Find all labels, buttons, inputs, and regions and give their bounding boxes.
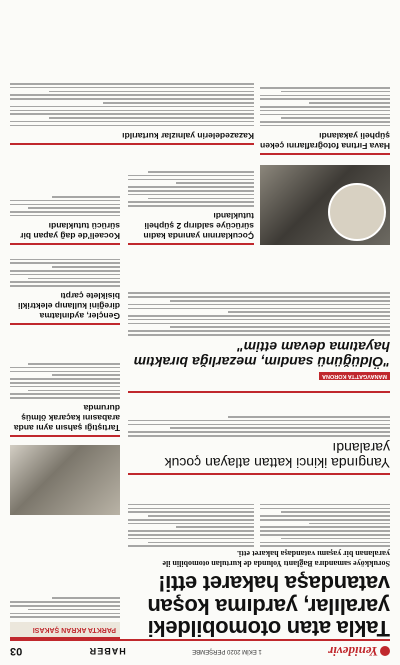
story-1-headline: Yangında ikinci kattan atlayan çocuk yaralandı <box>164 440 390 471</box>
story-5 <box>10 83 254 145</box>
story-1 <box>128 416 390 475</box>
story-7-headline: Hava Fırtına fotoğraflarını çeken şüpheli yakalandı <box>260 131 390 151</box>
story-2-headline: "Öldüğünü sandım, mezarlığa bıraktım hayatıma devam ettim" <box>133 339 390 370</box>
lead-story <box>128 549 390 640</box>
brand-logo <box>328 643 390 659</box>
story-4 <box>10 363 120 437</box>
brand-icon <box>380 646 390 656</box>
page-number: 03 <box>10 645 23 657</box>
news-photo-1 <box>10 445 120 515</box>
lead-headline: Takla atan otomobildeki yaralılar, yardıma koşan vatandaşa hakaret etti! <box>147 571 390 641</box>
story-3-headline: Gençler, aydınlatma direğini kullanıp elektrikli bisiklete çarptı <box>17 291 120 321</box>
lead-deck: Sorukköye samandıra Bağlantı Yolunda de kurtulan otomobilin ile yaralanan bir yaşamı vatandaşa hakaret etti. <box>162 549 390 568</box>
brand-name: Yenidevir <box>328 644 378 659</box>
issue-date: 1 EKİM 2020 PERŞEMBE <box>192 648 262 654</box>
side-column <box>10 598 120 640</box>
story-8-headline: Kocaeli'de dağ yapan bir sürücü tutuklandı <box>20 221 120 241</box>
story-5-headline: Kazazedelerin yalnızlar kurtarıldı <box>122 131 254 141</box>
lead-body-col-2 <box>128 504 254 547</box>
story-6-headline: Çocuklarının yanında kadın sürücüye saldırıp 2 şüpheli tutuklandı <box>143 211 254 241</box>
story-7 <box>260 87 390 155</box>
section-box-title: PARKTA AKRAN ŞAKASI <box>32 626 116 633</box>
story-2 <box>128 292 390 393</box>
inset-portrait <box>328 183 386 241</box>
news-photo-2 <box>260 165 390 245</box>
section-box <box>10 622 120 637</box>
story-6 <box>128 171 254 245</box>
story-8 <box>10 196 120 245</box>
story-3 <box>10 259 120 325</box>
side-column-text <box>10 598 120 619</box>
section-label: HABER <box>88 646 126 656</box>
story-2-kicker: MANAVGAT'TA KORONA <box>319 372 390 380</box>
lead-body-col-1 <box>260 504 390 547</box>
masthead <box>10 639 390 659</box>
story-4-headline: Tartıştığı şahsın aynı anda arabasını kaçarak ölmüş durumda <box>13 403 120 433</box>
